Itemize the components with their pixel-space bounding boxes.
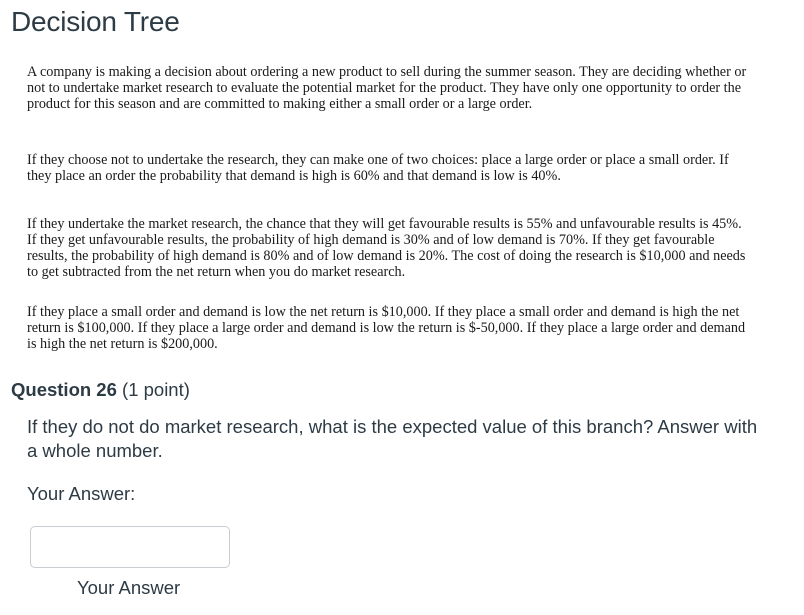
passage-paragraph-returns: If they place a small order and demand is low the net return is $10,000. If they place a small order and demand is high the net return is $100,000. If they place a large order and demand is low the return is $-50,000. If they place a large order and demand is high the net return is $200,000. (27, 304, 746, 352)
passage-paragraph-intro: A company is making a decision about ordering a new product to sell during the summer season. They are deciding whether or not to undertake market research to evaluate the potential market for the product. They have only one opportunity to order the product for this season and are committed to making either a small order or a large order. (27, 64, 747, 112)
passage-paragraph-research: If they undertake the market research, the chance that they will get favourable results is 55% and unfavourable results is 45%. If they get unfavourable results, the probability of high demand is 30% and of low demand is 70%. If they get favourable results, the probability of high demand is 80% and of low demand is 20%. The cost of doing the research is $10,000 and needs to get subtracted from the net return when you do market research. (27, 216, 746, 280)
question-header (11, 379, 190, 401)
question-text: If they do not do market research, what is the expected value of this branch? Answer with a whole number. (27, 416, 758, 461)
question-points: (1 point) (122, 379, 190, 400)
page-title: Decision Tree (11, 6, 180, 37)
question-number: Question 26 (11, 379, 117, 400)
your-answer-label: Your Answer: (27, 483, 136, 504)
answer-caption: Your Answer (77, 577, 181, 598)
passage-paragraph-no-research: If they choose not to undertake the research, they can make one of two choices: place a large order or place a small order. If they place an order the probability that demand is high is 60% and that demand is low is 40%. (27, 152, 729, 184)
answer-input[interactable] (30, 526, 230, 568)
